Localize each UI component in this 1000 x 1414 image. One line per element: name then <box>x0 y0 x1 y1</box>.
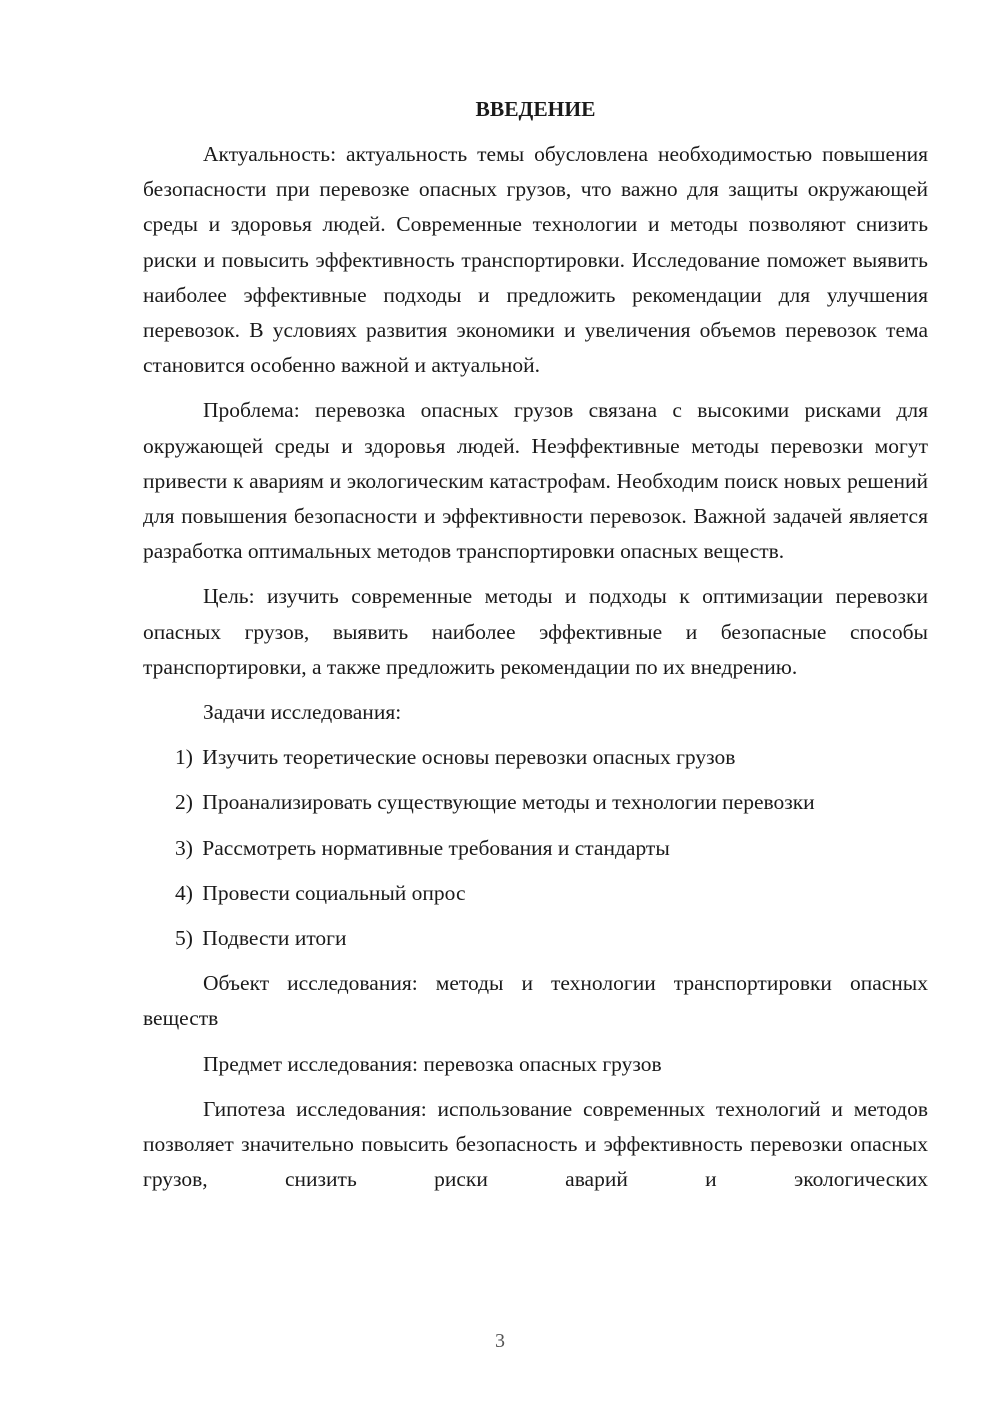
list-item <box>143 785 928 820</box>
paragraph-relevance: Актуальность: актуальность темы обусловлена необходимостью повышения безопасности при перевозке опасных грузов, что важно для защиты окружающей среды и здоровья людей. Современные технологии и методы позволяют снизить риски и повысить эффективность транспортировки. Исследование поможет выявить наиболее эффективные подходы и предложить рекомендации для улучшения перевозок. В условиях развития экономики и увеличения объемов перевозок тема становится особенно важной и актуальной. <box>143 142 928 378</box>
list-item <box>143 921 928 956</box>
page-number: 3 <box>495 1330 505 1352</box>
list-item-number: 5) <box>175 926 193 951</box>
paragraph-goal: Цель: изучить современные методы и подходы к оптимизации перевозки опасных грузов, выявить наиболее эффективные и безопасные способы транспортировки, а также предложить рекомендации по их внедрению. <box>143 584 928 679</box>
list-item-text: Провести социальный опрос <box>202 880 466 905</box>
document-page <box>143 92 928 1207</box>
list-item <box>143 831 928 866</box>
list-item <box>143 876 928 911</box>
paragraph-object: Объект исследования: методы и технологии транспортировки опасных веществ <box>143 971 928 1031</box>
list-item <box>143 740 928 775</box>
list-item-number: 1) <box>175 745 193 770</box>
section-title: ВВЕДЕНИЕ <box>475 97 596 121</box>
list-item-text: Рассмотреть нормативные требования и стандарты <box>202 835 670 860</box>
list-item-text: Подвести итоги <box>202 926 347 951</box>
paragraph-tasks-heading: Задачи исследования: <box>203 700 402 725</box>
list-item-number: 2) <box>175 790 193 815</box>
paragraph-subject: Предмет исследования: перевозка опасных грузов <box>203 1051 662 1076</box>
list-item-number: 4) <box>175 880 193 905</box>
paragraph-problem: Проблема: перевозка опасных грузов связана с высокими рисками для окружающей среды и здоровья людей. Неэффективные методы перевозки могут привести к авариям и экологическим катастрофам. Необходим поиск новых решений для повышения безопасности и эффективности перевозок. Важной задачей является разработка оптимальных методов транспортировки опасных веществ. <box>143 398 928 564</box>
paragraph-hypothesis: Гипотеза исследования: использование современных технологий и методов позволяет значительно повысить безопасность и эффективность перевозки опасных грузов, снизить риски аварий и экологических <box>143 1096 928 1192</box>
list-item-text: Проанализировать существующие методы и технологии перевозки <box>202 790 815 815</box>
list-item-number: 3) <box>175 835 193 860</box>
list-item-text: Изучить теоретические основы перевозки опасных грузов <box>202 745 736 770</box>
